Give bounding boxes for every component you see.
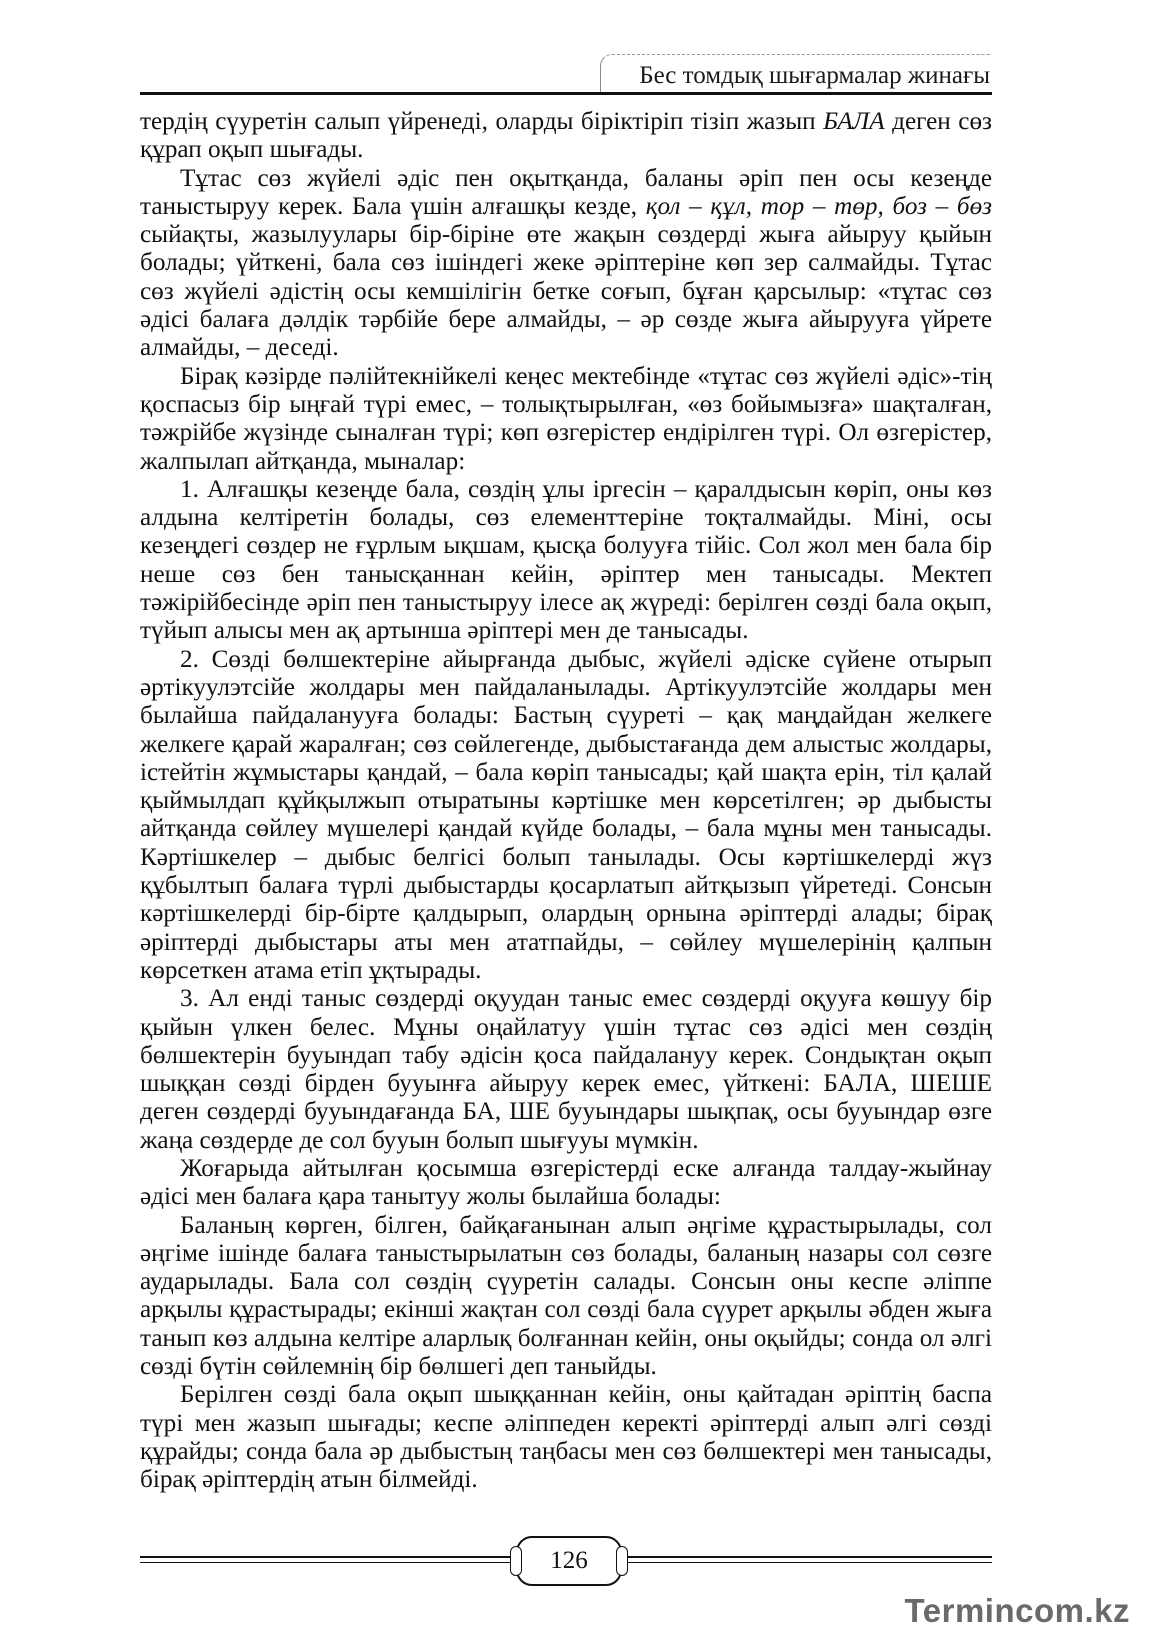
- paragraph-1-tail: деген сөз құрап оқып шығады.: [140, 108, 992, 164]
- footer-rule-left: [140, 1556, 516, 1563]
- footer-rule-right: [618, 1556, 992, 1563]
- page-number: [516, 1536, 622, 1586]
- page-body: [140, 108, 992, 1495]
- site-watermark-logo: Termincom.kz: [904, 1592, 1130, 1629]
- paragraph-5-list-item-2: 2. Сөзді бөлшектеріне айырғанда дыбыс, жүйелі әдіске сүйене отырып әртікуулэтсійе жолдары мен пайдаланылады. Артікуулэтсійе жолдары мен былайша пайдаланууға болады: Бастың сүуреті – қақ маңдайдан желкеге желкеге қарай жаралған; сөз сөйлегенде, дыбыстағанда дем алыстыс жолдары, істейтін жұмыстары қандай, – бала көріп танысады; қай шақта ерін, тіл қалай қыймылдап құйқылжып отыратыны кәртішке мен көрсетілген; әр дыбысты айтқанда сөйлеу мүшелері қандай күйде болады, – бала мұны мен танысады. Кәртішкелер – дыбыс белгісі болып танылады. Осы кәртішкелерді жүз құбылтып балаға түрлі дыбыстарды қосарлатып айтқызып үйретеді. Сонсын кәртішкелерді бір-бірте қалдырып, олардың орнына әріптерді алады; бірақ әріптерді дыбыстары аты мен ататпайды, – сөйлеу мүшелерінің қалпын көрсеткен атама етіп ұқтырады.: [140, 645, 992, 984]
- paragraph-9: Берілген сөзді бала оқып шыққаннан кейін, оны қайтадан әріптің баспа түрі мен жазып шығады; кеспе әліппеден керекті әріптерді алып әлгі сөзді құрайды; сонда бала әр дыбыстың таңбасы мен сөз бөлшектері мен танысады, бірақ әріптердің атын білмейді.: [140, 1381, 992, 1494]
- header-rule: [140, 92, 992, 95]
- paragraph-1-italic: БАЛА: [823, 108, 885, 135]
- paragraph-7: Жоғарыда айтылған қосымша өзгерістерді еске алғанда талдау-жыйнау әдісі мен балаға қара танытуу жолы былайша болады:: [140, 1154, 992, 1211]
- paragraph-8: Баланың көрген, білген, байқағанынан алып әңгіме құрастырылады, сол әңгіме ішінде балаға таныстырылатын сөз болады, баланың назары сол сөзге аударылады. Бала сол сөздің сүуретін салады. Сонсын оны кеспе әліппе арқылы құрастырады; екінші жақтан сол сөзді бала сүурет арқылы әбден жыға танып көз алдына келтіре аларлық болғаннан кейін, оны оқыйды; сонда ол әлгі сөзді бүтін сөйлемнің бір бөлшегі деп таныйды.: [140, 1211, 992, 1381]
- paragraph-2-text: Тұтас сөз жүйелі әдіс пен оқытқанда, баланы әріп пен осы кезеңде таныстыруу керек. Бала үшін алғашқы кезде,: [140, 164, 992, 220]
- paragraph-4-list-item-1: 1. Алғашқы кезеңде бала, сөздің ұлы іргесін – қаралдысын көріп, оны көз алдына келтіретін болады, сөз елементтеріне тоқталмайды. Міні, осы кезеңдегі сөздер не ғұрлым ықшам, қысқа болууға тійіс. Сол жол мен бала бір неше сөз бен танысқаннан кейін, әріптер мен танысады. Мектеп тәжірійбесінде әріп пен таныстыруу ілесе ақ жүреді: берілген сөзді бала оқып, түйып алысы мен ақ артынша әріптері мен де танысады.: [140, 475, 992, 645]
- paragraph-1-text: тердің сүуретін салып үйренеді, оларды біріктіріп тізіп жазып: [140, 108, 824, 135]
- paragraph-3: Бірақ кәзірде пәлійтекнійкелі кеңес мектебінде «тұтас сөз жүйелі әдіс»-тің қоспасыз бір ыңғай түрі емес, – толықтырылған, «өз бойымызға» шақталған, тәжрійбе жүзінде сыналған түрі; көп өзгерістер ендірілген түрі. Ол өзгерістер, жалпылап айтқанда, мыналар:: [140, 362, 992, 475]
- paragraph-1: [140, 108, 992, 165]
- paragraph-6-list-item-3: 3. Ал енді таныс сөздерді оқуудан таныс емес сөздерді оқууға көшуу бір қыйын үлкен белес. Мұны оңайлатуу үшін тұтас сөз әдісі мен сөздің бөлшектерін бууындап табу әдісін қоса пайдалануу керек. Сондықтан оқып шыққан сөзді бірден бууынға айыруу керек емес, үйткені: БАЛА, ШЕШЕ деген сөздерді бууындағанда БА, ШЕ бууындары шықпақ, осы бууындар өзге жаңа сөздерде де сол бууын болып шығууы мүмкін.: [140, 985, 992, 1154]
- paragraph-2-italic: қол – құл, тор – төр, боз – бөз: [645, 192, 993, 220]
- running-header-title: Бес томдық шығармалар жинағы: [639, 62, 990, 89]
- page-number-text: 126: [550, 1547, 588, 1574]
- paragraph-2: [140, 165, 992, 363]
- paragraph-2-tail: сыйақты, жазылуулары бір-біріне өте жақын сөздерді жыға айыруу қыйын болады; үйткені, бала сөз ішіндегі жеке әріптеріне көп зер салмайды. Тұтас сөз жүйелі әдістің осы кемшілігін бетке соғып, бұған қарсылыр: «тұтас сөз әдісі балаға дәлдік тәрбійе бере алмайды, – әр сөзде жыға айырууға үйрете алмайды, – деседі.: [140, 221, 992, 362]
